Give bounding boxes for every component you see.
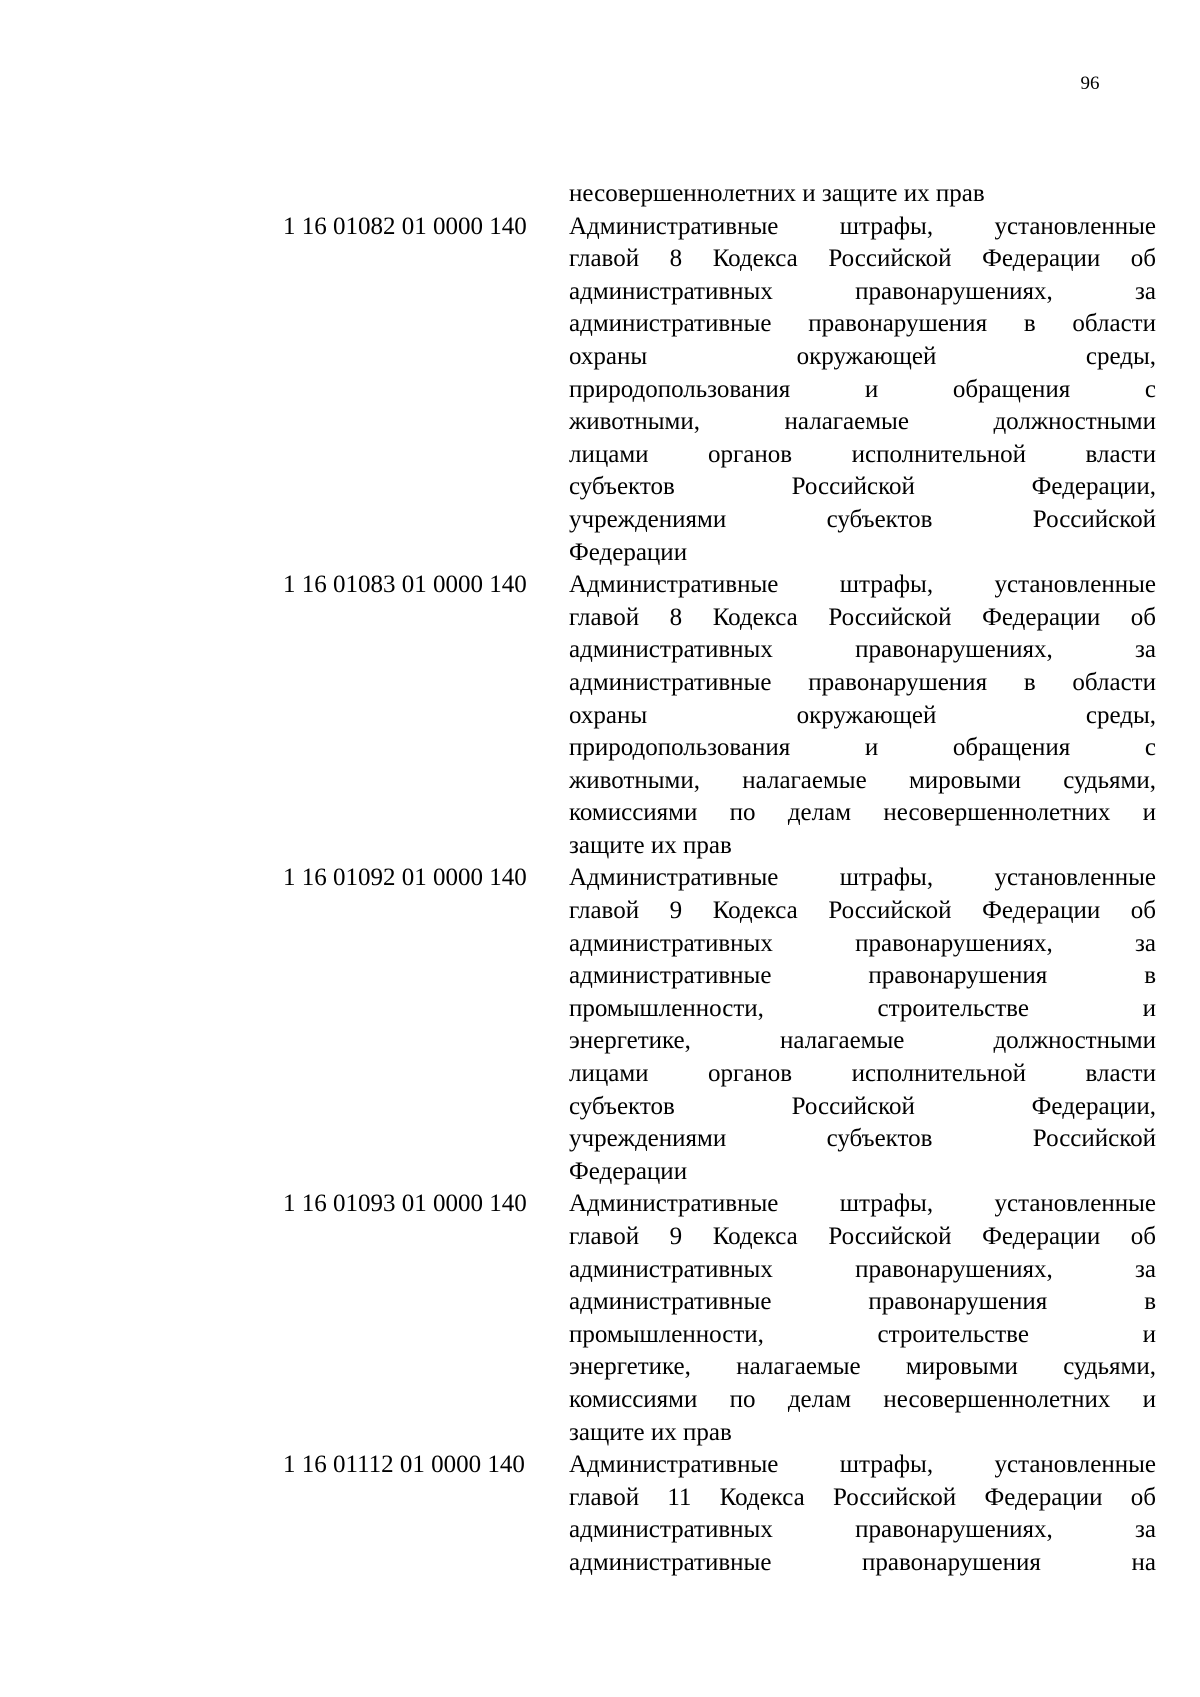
description-line: учреждениями субъектов Российской bbox=[569, 1125, 1156, 1153]
description-line: Административные штрафы, установленные bbox=[569, 864, 1156, 892]
description-line: природопользования и обращения с bbox=[569, 734, 1156, 762]
description-line: несовершеннолетних и защите их прав bbox=[569, 180, 985, 207]
description-line: комиссиями по делам несовершеннолетних и bbox=[569, 799, 1156, 827]
description-line: главой 9 Кодекса Российской Федерации об bbox=[569, 1223, 1156, 1250]
description-line: административные правонарушения в bbox=[569, 1288, 1156, 1316]
description-line: главой 8 Кодекса Российской Федерации об bbox=[569, 603, 1156, 631]
description-line: комиссиями по делам несовершеннолетних и bbox=[569, 1385, 1156, 1413]
description-line: энергетике, налагаемые должностными bbox=[569, 1027, 1156, 1055]
code-description bbox=[569, 1188, 1156, 1449]
description-line: защите их прав bbox=[569, 1418, 732, 1446]
description-line: Административные штрафы, установленные bbox=[569, 1451, 1156, 1479]
code-description bbox=[569, 862, 1156, 1188]
description-line: промышленности, строительстве и bbox=[569, 994, 1156, 1022]
description-line: административных правонарушениях, за bbox=[569, 1516, 1156, 1544]
description-line: промышленности, строительстве и bbox=[569, 1320, 1156, 1348]
description-line: административных правонарушениях, за bbox=[569, 277, 1156, 305]
description-line: административных правонарушениях, за bbox=[569, 636, 1156, 664]
description-line: главой 9 Кодекса Российской Федерации об bbox=[569, 897, 1156, 925]
description-line: Федерации bbox=[569, 1157, 688, 1185]
description-line: энергетике, налагаемые мировыми судьями, bbox=[569, 1353, 1156, 1381]
description-line: животными, налагаемые должностными bbox=[569, 408, 1156, 436]
description-line: лицами органов исполнительной власти bbox=[569, 440, 1156, 468]
description-line: Административные штрафы, установленные bbox=[569, 571, 1156, 599]
budget-code: 1 16 01093 01 0000 140 bbox=[283, 1190, 527, 1218]
code-description bbox=[569, 178, 1156, 211]
code-description bbox=[569, 1449, 1156, 1579]
description-line: Федерации bbox=[569, 538, 688, 566]
description-line: административные правонарушения на bbox=[569, 1548, 1156, 1576]
budget-code-table bbox=[283, 178, 1156, 1580]
table-row bbox=[283, 211, 1156, 570]
description-line: природопользования и обращения с bbox=[569, 375, 1156, 403]
description-line: лицами органов исполнительной власти bbox=[569, 1060, 1156, 1088]
description-line: охраны окружающей среды, bbox=[569, 342, 1156, 370]
description-line: административных правонарушениях, за bbox=[569, 1255, 1156, 1283]
description-line: административные правонарушения в области bbox=[569, 668, 1156, 696]
description-line: главой 11 Кодекса Российской Федерации об bbox=[569, 1483, 1156, 1511]
code-description bbox=[569, 211, 1156, 570]
description-line: защите их прав bbox=[569, 831, 732, 859]
table-row bbox=[283, 569, 1156, 862]
description-line: главой 8 Кодекса Российской Федерации об bbox=[569, 245, 1156, 273]
description-line: Административные штрафы, установленные bbox=[569, 1190, 1156, 1218]
description-line: животными, налагаемые мировыми судьями, bbox=[569, 766, 1156, 794]
budget-code: 1 16 01083 01 0000 140 bbox=[283, 571, 527, 599]
page-number: 96 bbox=[1080, 73, 1100, 94]
description-line: субъектов Российской Федерации, bbox=[569, 473, 1156, 501]
description-line: административных правонарушениях, за bbox=[569, 929, 1156, 957]
description-line: административные правонарушения в bbox=[569, 962, 1156, 990]
description-line: учреждениями субъектов Российской bbox=[569, 505, 1156, 533]
description-line: Административные штрафы, установленные bbox=[569, 212, 1156, 240]
table-row bbox=[283, 1188, 1156, 1449]
table-row bbox=[283, 862, 1156, 1188]
budget-code: 1 16 01112 01 0000 140 bbox=[283, 1451, 525, 1479]
description-line: субъектов Российской Федерации, bbox=[569, 1092, 1156, 1120]
code-description bbox=[569, 569, 1156, 862]
budget-code: 1 16 01092 01 0000 140 bbox=[283, 864, 527, 892]
description-line: охраны окружающей среды, bbox=[569, 701, 1156, 729]
description-line: административные правонарушения в области bbox=[569, 310, 1156, 338]
table-row bbox=[283, 178, 1156, 211]
budget-code: 1 16 01082 01 0000 140 bbox=[283, 212, 527, 240]
table-row bbox=[283, 1449, 1156, 1579]
